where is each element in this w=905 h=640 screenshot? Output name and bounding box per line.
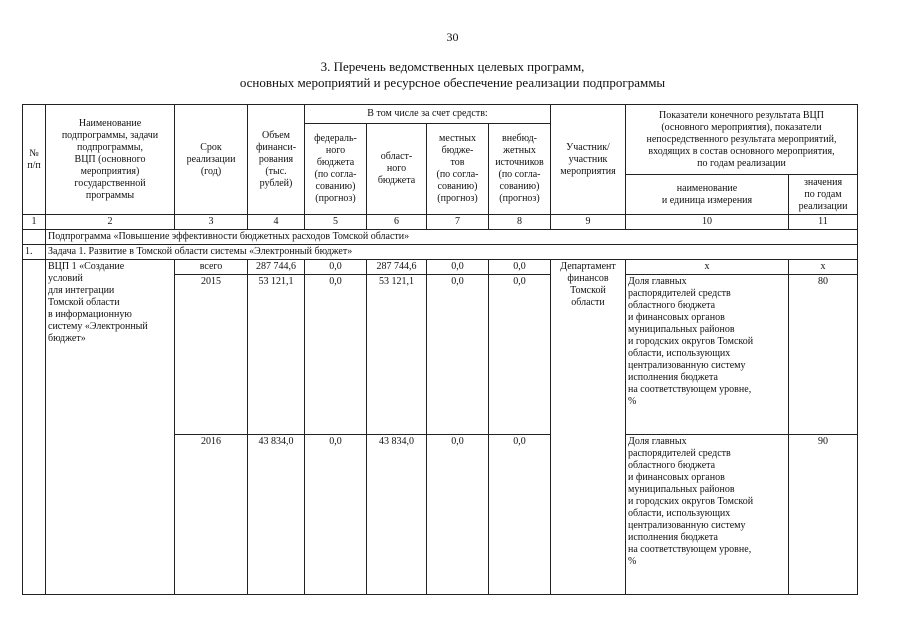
header-regional: област- ного бюджета — [367, 124, 427, 215]
task-title: Задача 1. Развитие в Томской области системы «Электронный бюджет» — [46, 245, 858, 260]
column-number: 10 — [626, 215, 789, 230]
column-number: 2 — [46, 215, 175, 230]
row-year: 2015 — [175, 275, 248, 435]
column-number: 8 — [489, 215, 551, 230]
column-number: 6 — [367, 215, 427, 230]
row-indicator-value: x — [789, 260, 858, 275]
column-number: 3 — [175, 215, 248, 230]
task-row — [23, 245, 858, 260]
row-federal: 0,0 — [305, 435, 367, 595]
row-federal: 0,0 — [305, 260, 367, 275]
row-regional: 43 834,0 — [367, 435, 427, 595]
row-regional: 287 744,6 — [367, 260, 427, 275]
row-indicator-name: x — [626, 260, 789, 275]
table-row — [23, 260, 858, 275]
row-indicator-name: Доля главных распорядителей средств областного бюджета и финансовых органов муниципальных районов и городских округов Томской области, использующих централизованную систему исполнения бюджета на соответствующем уровне, % — [626, 435, 789, 595]
column-number: 11 — [789, 215, 858, 230]
header-term: Срок реализации (год) — [175, 105, 248, 215]
title-line-2: основных мероприятий и ресурсное обеспечение реализации подпрограммы — [239, 75, 666, 90]
programs-table — [22, 104, 858, 595]
row-federal: 0,0 — [305, 275, 367, 435]
row-offbudget: 0,0 — [489, 435, 551, 595]
row-local: 0,0 — [427, 435, 489, 595]
header-including: В том числе за счет средств: — [305, 105, 551, 124]
row-indicator-name: Доля главных распорядителей средств областного бюджета и финансовых органов муниципальных районов и городских округов Томской области, использующих централизованную систему исполнения бюджета на соответствующем уровне, % — [626, 275, 789, 435]
header-indicator-name: наименование и единица измерения — [626, 175, 789, 215]
header-federal: федераль- ного бюджета (по согла- сованию) (прогноз) — [305, 124, 367, 215]
vcp-name: ВЦП 1 «Создание условий для интеграции Томской области в информационную систему «Электронный бюджет» — [46, 260, 175, 595]
header-volume: Объем финанси- рования (тыс. рублей) — [248, 105, 305, 215]
row-indicator-value: 90 — [789, 435, 858, 595]
row-offbudget: 0,0 — [489, 275, 551, 435]
title-line-1: 3. Перечень ведомственных целевых программ, — [320, 59, 585, 74]
vcp-participant: Департамент финансов Томской области — [551, 260, 626, 595]
column-number: 5 — [305, 215, 367, 230]
task-number: 1. — [23, 245, 46, 260]
row-volume: 43 834,0 — [248, 435, 305, 595]
column-number: 7 — [427, 215, 489, 230]
header-local: местных бюдже- тов (по согла- сованию) (прогноз) — [427, 124, 489, 215]
column-number: 4 — [248, 215, 305, 230]
header-participant: Участник/ участник мероприятия — [551, 105, 626, 215]
header-num: № п/п — [23, 105, 46, 215]
row-indicator-value: 80 — [789, 275, 858, 435]
column-number: 1 — [23, 215, 46, 230]
column-number: 9 — [551, 215, 626, 230]
row-year: 2016 — [175, 435, 248, 595]
row-offbudget: 0,0 — [489, 260, 551, 275]
subprogram-title: Подпрограмма «Повышение эффективности бюджетных расходов Томской области» — [46, 230, 858, 245]
header-indicators: Показатели конечного результата ВЦП (основного мероприятия), показатели непосредственного результата мероприятий, входящих в состав основного мероприятия, по годам реализации — [626, 105, 858, 175]
page-number: 30 — [446, 30, 459, 44]
row-volume: 287 744,6 — [248, 260, 305, 275]
row-local: 0,0 — [427, 275, 489, 435]
row-year: всего — [175, 260, 248, 275]
header-indicator-values: значения по годам реализации — [789, 175, 858, 215]
header-name: Наименование подпрограммы, задачи подпрограммы, ВЦП (основного мероприятия) государственной программы — [46, 105, 175, 215]
header-offbudget: внебюд- жетных источников (по согла- сованию) (прогноз) — [489, 124, 551, 215]
row-volume: 53 121,1 — [248, 275, 305, 435]
row-regional: 53 121,1 — [367, 275, 427, 435]
subprogram-row — [23, 230, 858, 245]
column-numbers-row — [23, 215, 858, 230]
page-title — [0, 59, 905, 91]
row-local: 0,0 — [427, 260, 489, 275]
